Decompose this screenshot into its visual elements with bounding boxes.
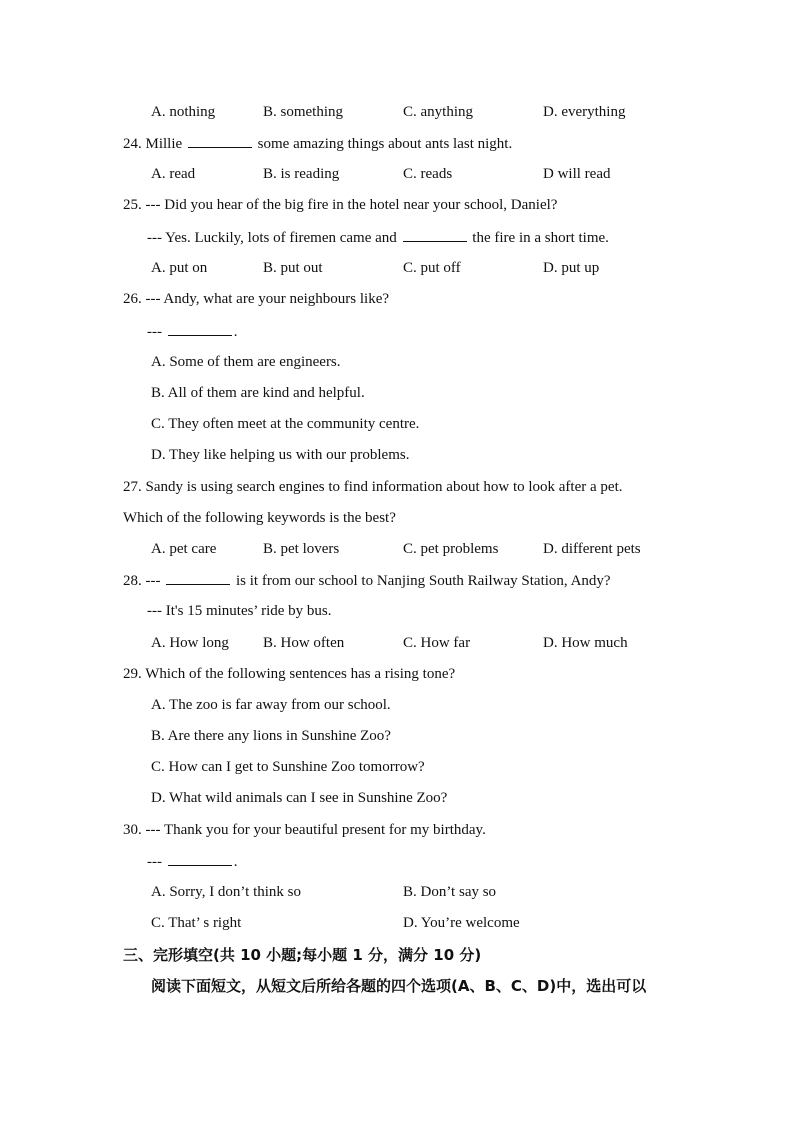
q24-stem-before: 24. Millie [123,136,183,152]
q25-response-before: --- Yes. Luckily, lots of firemen came and [147,230,397,246]
q28-option-c: C. How far [403,635,471,651]
answer-blank [168,321,232,336]
q25-stem: 25. --- Did you hear of the big fire in the hotel near your school, Daniel? [123,197,558,213]
q25-option-c: C. put off [403,260,461,276]
q24-option-d: D will read [543,166,611,182]
q24-option-a: A. read [151,166,196,182]
q28-option-a: A. How long [151,635,229,651]
q26-response-after: . [233,324,238,340]
q26-stem: 26. --- Andy, what are your neighbours like? [123,291,390,307]
section-3-instruction: 阅读下面短文，从短文后所给各题的四个选项(A、B、C、D)中，选出可以 [151,977,647,995]
q26-option-b: B. All of them are kind and helpful. [151,385,365,401]
q30-response-after: . [233,854,238,870]
q28-option-b: B. How often [263,635,345,651]
q25-response [147,227,609,248]
answer-blank [166,570,230,585]
q27-option-c: C. pet problems [403,541,499,557]
q29-option-c: C. How can I get to Sunshine Zoo tomorrow? [151,759,425,775]
q26-option-a: A. Some of them are engineers. [151,354,341,370]
q29-stem: 29. Which of the following sentences has a rising tone? [123,666,456,682]
q29-option-a: A. The zoo is far away from our school. [151,697,391,713]
q28-response: --- It's 15 minutes’ ride by bus. [147,603,332,619]
q24-stem [123,133,512,154]
q30-response [147,851,238,872]
q25-option-a: A. put on [151,260,208,276]
q24-stem-after: some amazing things about ants last night. [257,136,513,152]
q28-stem-before: 28. --- [123,573,161,589]
q29-option-d: D. What wild animals can I see in Sunshine Zoo? [151,790,448,806]
q25-response-after: the fire in a short time. [472,230,609,246]
q28-stem [123,570,611,591]
answer-blank [188,133,252,148]
q24-option-b: B. is reading [263,166,340,182]
q28-option-d: D. How much [543,635,628,651]
q30-option-d: D. You’re welcome [403,915,520,931]
q27-stem-continued: Which of the following keywords is the best? [123,510,396,526]
answer-blank [403,227,467,242]
q26-response [147,321,238,342]
q30-option-a: A. Sorry, I don’t think so [151,884,301,900]
q27-option-d: D. different pets [543,541,641,557]
q27-stem: 27. Sandy is using search engines to find information about how to look after a pet. [123,479,623,495]
q27-option-a: A. pet care [151,541,217,557]
q25-option-d: D. put up [543,260,600,276]
q26-option-d: D. They like helping us with our problems. [151,447,410,463]
q28-stem-after: is it from our school to Nanjing South Railway Station, Andy? [236,573,611,589]
q30-option-c: C. That’ s right [151,915,242,931]
q27-option-b: B. pet lovers [263,541,340,557]
q30-option-b: B. Don’t say so [403,884,497,900]
q26-response-before: --- [147,324,162,340]
q23-option-b: B. something [263,104,344,120]
section-3-heading: 三、完形填空(共 10 小题;每小题 1 分，满分 10 分) [123,946,482,964]
q23-option-d: D. everything [543,104,626,120]
q29-option-b: B. Are there any lions in Sunshine Zoo? [151,728,391,744]
q30-response-before: --- [147,854,162,870]
q25-option-b: B. put out [263,260,323,276]
q23-option-c: C. anything [403,104,473,120]
q26-option-c: C. They often meet at the community centre. [151,416,420,432]
q23-option-a: A. nothing [151,104,216,120]
q24-option-c: C. reads [403,166,453,182]
q30-stem: 30. --- Thank you for your beautiful present for my birthday. [123,822,486,838]
answer-blank [168,851,232,866]
